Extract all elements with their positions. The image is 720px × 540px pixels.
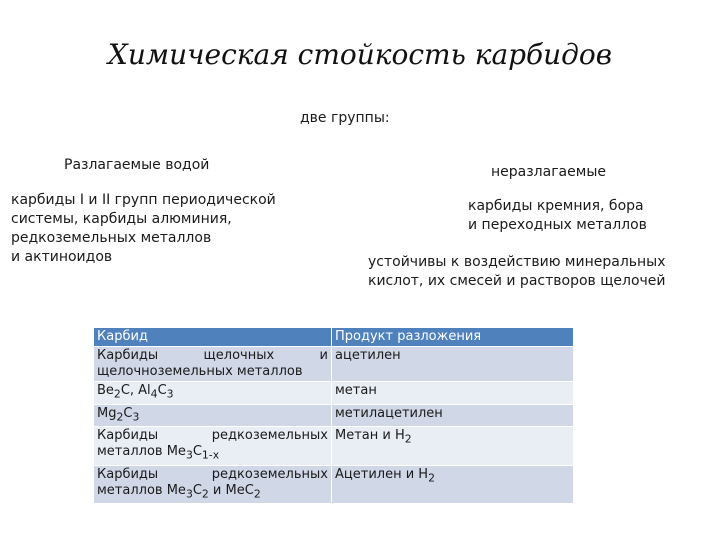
table-row [94, 347, 574, 382]
product-cell: метан [332, 382, 574, 405]
left-group-description: карбиды I и II групп периодической системы, карбиды алюминия, редкоземельных металлов и актиноидов [11, 192, 276, 265]
right-group-description: карбиды кремния, бора и переходных металлов [468, 198, 647, 233]
table-row [94, 427, 574, 466]
carbide-cell: Карбиды щелочных и щелочноземельных металлов [94, 347, 332, 382]
product-cell: Метан и $H_2$ [332, 427, 574, 466]
header-carbide: Карбид [94, 328, 332, 347]
carbide-cell: Карбиды редкоземельных металлов $Me_3C_{1-x}$ [94, 427, 332, 466]
product-cell: ацетилен [332, 347, 574, 382]
right-group-header: неразлагаемые [491, 164, 606, 180]
table-row [94, 465, 574, 504]
carbide-cell: $Mg_2C_3$ [94, 404, 332, 427]
product-cell: Ацетилен и $H_2$ [332, 465, 574, 504]
product-cell: метилацетилен [332, 404, 574, 427]
carbide-cell: Карбиды редкоземельных металлов $Me_3C_2$ и MeC$_2$ [94, 465, 332, 504]
slide-title: Химическая стойкость карбидов [107, 38, 613, 71]
left-group-header: Разлагаемые водой [64, 157, 210, 173]
carbide-cell: $Be_2C$, $Al_4C_3$ [94, 382, 332, 405]
subtitle: две группы: [300, 110, 390, 126]
header-product: Продукт разложения [332, 328, 574, 347]
table-row [94, 404, 574, 427]
table-row [94, 382, 574, 405]
table-header-row [94, 328, 574, 347]
right-group-note: устойчивы к воздействию минеральных кислот, их смесей и растворов щелочей [368, 254, 666, 289]
decomposition-table [93, 327, 574, 504]
